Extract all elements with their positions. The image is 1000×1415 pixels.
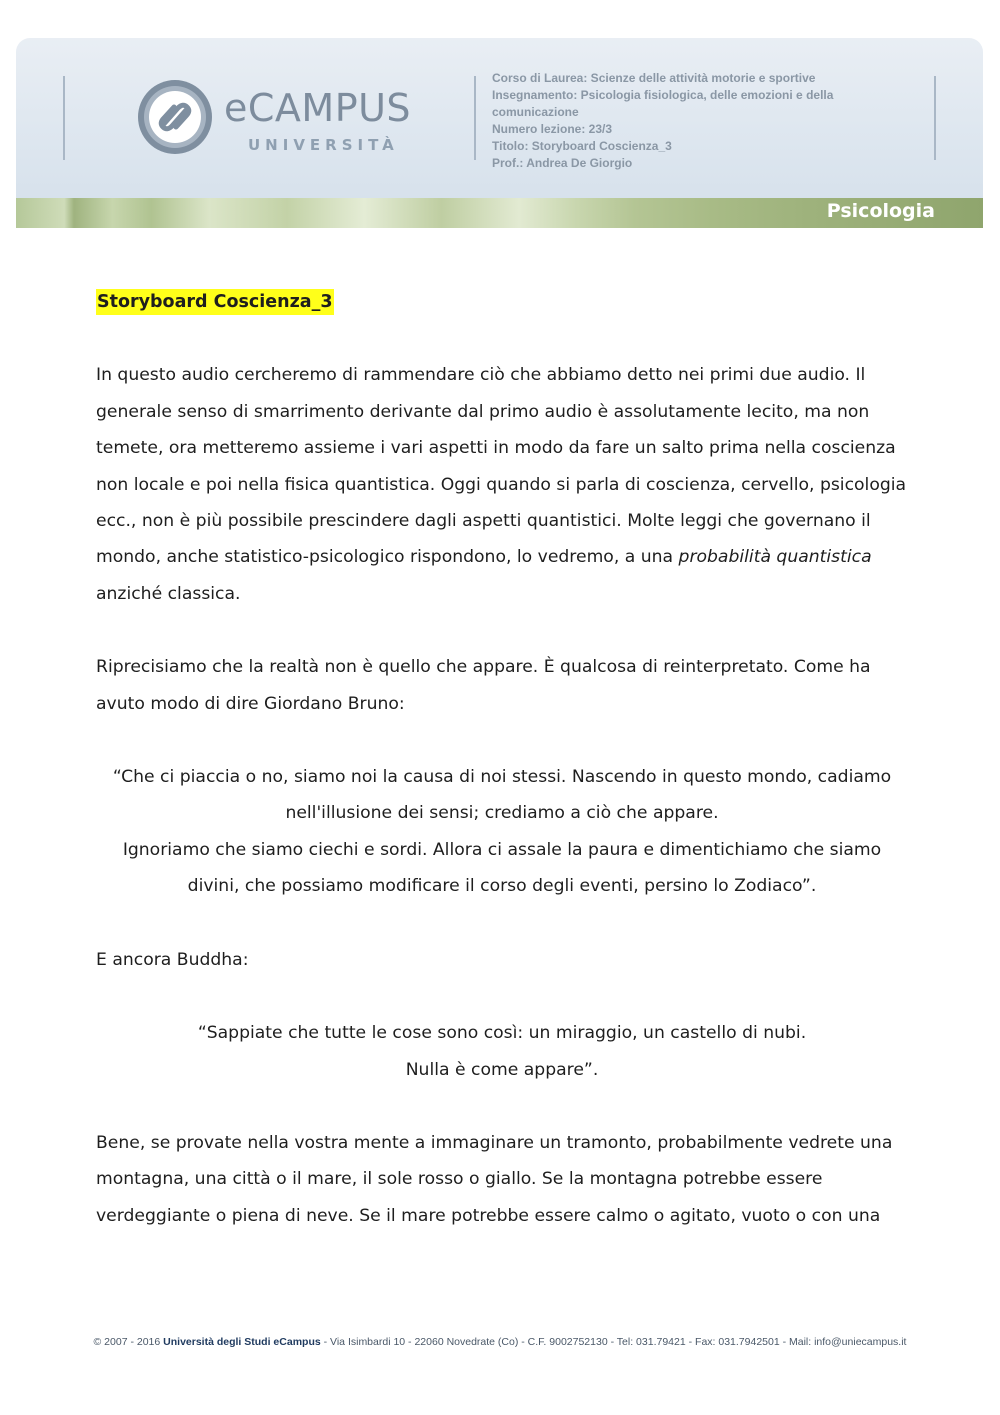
- paragraph-sunset: Bene, se provate nella vostra mente a immaginare un tramonto, probabilmente vedrete una montagna, una città o il mare, il sole rosso o giallo. Se la montagna potrebbe essere verdeggiante o piena di neve. Se il mare potrebbe essere calmo o agitato, vuoto o con una: [96, 1132, 893, 1226]
- section-stripe: [16, 198, 983, 228]
- course-info-line: comunicazione: [492, 105, 579, 119]
- ecampus-wordmark: eCAMPUS: [224, 86, 412, 130]
- paragraph-buddha-intro: E ancora Buddha:: [96, 949, 249, 970]
- universita-wordmark: UNIVERSITÀ: [248, 136, 399, 154]
- document-title: Storyboard Coscienza_3: [96, 289, 334, 315]
- paragraph-text: In questo audio cercheremo di rammendare ciò che abbiamo detto nei primi due audio. Il generale senso di smarrimento derivante dal primo audio è assolutamente lecito, ma non temete, ora metteremo assieme i vari aspetti in modo da fare un salto prima nella coscienza non locale e poi nella fisica quantistica. Oggi quando si parla di coscienza, cervello, psicologia ecc., non è più possibile prescindere dagli aspetti quantistici. Molte leggi che governano il mondo, anche statistico-psicologico rispondono, lo vedremo, a una: [96, 365, 907, 568]
- paragraph-text: anziché classica.: [96, 583, 241, 604]
- ecampus-logo: [136, 78, 436, 158]
- header-divider-middle: [474, 76, 476, 160]
- footer-details: - Via Isimbardi 10 - 22060 Novedrate (Co) - C.F. 9002752130 - Tel: 031.79421 - Fax: 031.7942501 - Mail: info@uniecampus.it: [320, 1336, 907, 1348]
- paragraph-intro: [96, 357, 908, 612]
- quote-buddha-line2: Nulla è come appare”.: [405, 1059, 599, 1080]
- footer-university: Università degli Studi eCampus: [163, 1336, 321, 1348]
- section-label: Psicologia: [826, 200, 935, 222]
- paragraph-bruno-intro: Riprecisiamo che la realtà non è quello che appare. È qualcosa di reinterpretato. Come ha avuto modo di dire Giordano Bruno:: [96, 657, 871, 714]
- quote-bruno-part1: “Che ci piaccia o no, siamo noi la causa di noi stessi. Nascendo in questo mondo, cadiamo nell'illusione dei sensi; crediamo a ciò che appare.: [112, 767, 892, 824]
- quote-buddha-line1: “Sappiate che tutte le cose sono così: un miraggio, un castello di nubi.: [197, 1023, 807, 1044]
- italic-phrase: probabilità quantistica: [678, 547, 872, 568]
- course-info: [492, 70, 932, 172]
- header-divider-left: [63, 76, 65, 160]
- course-info-line: Corso di Laurea: Scienze delle attività motorie e sportive: [492, 71, 816, 85]
- ecampus-emblem-icon: [136, 78, 214, 156]
- footer-copyright: © 2007 - 2016: [93, 1336, 164, 1348]
- course-info-line: Insegnamento: Psicologia fisiologica, delle emozioni e della: [492, 88, 834, 102]
- course-info-line: Prof.: Andrea De Giorgio: [492, 156, 633, 170]
- page-header: [16, 38, 983, 228]
- header-divider-right: [934, 76, 936, 160]
- quote-bruno-part2: Ignoriamo che siamo ciechi e sordi. Allora ci assale la paura e dimentichiamo che siamo divini, che possiamo modificare il corso degli eventi, persino lo Zodiaco”.: [122, 839, 882, 897]
- page-footer: [0, 1336, 1000, 1348]
- course-info-line: Titolo: Storyboard Coscienza_3: [492, 139, 672, 153]
- course-info-line: Numero lezione: 23/3: [492, 122, 613, 136]
- document-body: [96, 284, 908, 1234]
